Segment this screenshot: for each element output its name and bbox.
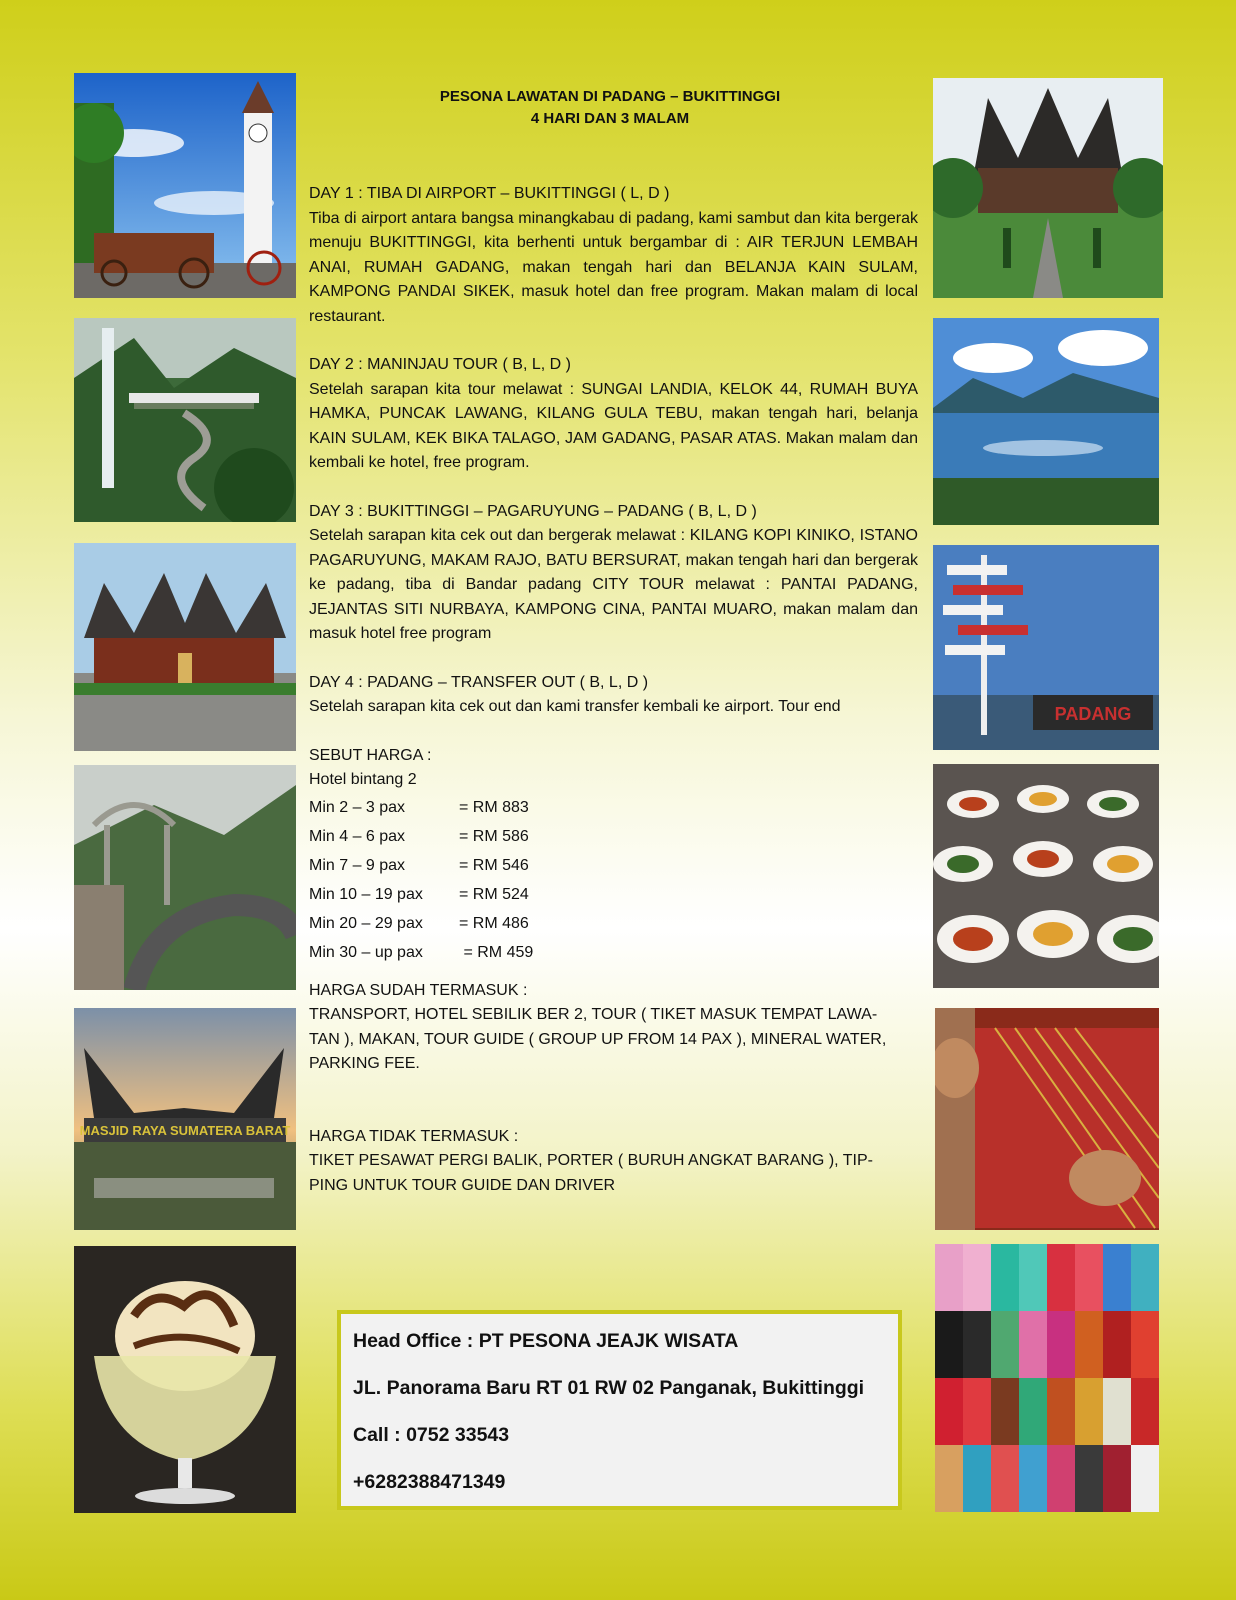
price-row bbox=[309, 938, 918, 967]
price-row bbox=[309, 880, 918, 909]
excluded-heading: HARGA TIDAK TERMASUK : bbox=[309, 1127, 519, 1145]
day-4-heading: DAY 4 : PADANG – TRANSFER OUT ( B, L, D ) bbox=[309, 673, 649, 691]
photo-kelok-44-road bbox=[74, 765, 296, 990]
itinerary-content bbox=[309, 182, 918, 1198]
price-pax: Min 30 – up pax bbox=[309, 943, 423, 961]
price-pax: Min 7 – 9 pax bbox=[309, 856, 406, 874]
photo-padang-food bbox=[933, 764, 1159, 988]
price-row bbox=[309, 909, 918, 938]
price-value: = RM 883 bbox=[459, 798, 529, 816]
photo-istano-pagaruyung bbox=[74, 543, 296, 751]
day-2-heading: DAY 2 : MANINJAU TOUR ( B, L, D ) bbox=[309, 356, 571, 373]
office-mobile[interactable]: +6282388471349 bbox=[353, 1471, 506, 1493]
photo-padang-sign bbox=[933, 545, 1159, 750]
price-value: = RM 459 bbox=[459, 943, 534, 961]
photo-waterfall-bridge bbox=[74, 318, 296, 522]
photo-jam-gadang bbox=[74, 73, 296, 298]
photo-lake-maninjau bbox=[933, 318, 1159, 525]
day-3-heading: DAY 3 : BUKITTINGGI – PAGARUYUNG – PADANG ( B, L, D ) bbox=[309, 502, 757, 520]
padang-sign-text: PADANG bbox=[1054, 704, 1132, 724]
price-row bbox=[309, 793, 918, 822]
photo-rumah-gadang bbox=[933, 78, 1163, 298]
office-address: JL. Panorama Baru RT 01 RW 02 Panganak, Bukittinggi bbox=[353, 1377, 865, 1399]
title-line-2: 4 HARI DAN 3 MALAM bbox=[530, 110, 690, 127]
pricing-heading: SEBUT HARGA : bbox=[309, 746, 432, 764]
title-line-1: PESONA LAWATAN DI PADANG – BUKITTINGGI bbox=[439, 88, 781, 105]
office-phone[interactable]: Call : 0752 33543 bbox=[353, 1424, 510, 1446]
photo-masjid-raya bbox=[74, 1008, 296, 1230]
office-name: Head Office : PT PESONA JEAJK WISATA bbox=[353, 1330, 739, 1352]
included-text: TRANSPORT, HOTEL SEBILIK BER 2, TOUR ( TIKET MASUK TEMPAT LAWATAN ), MAKAN, TOUR GUIDE ( GROUP UP FROM 14 PAX ), MINERAL WATER, PARKING FEE. bbox=[309, 1006, 887, 1072]
price-value: = RM 546 bbox=[459, 856, 529, 874]
price-value: = RM 586 bbox=[459, 827, 529, 845]
price-value: = RM 524 bbox=[459, 885, 529, 903]
day-4-text: Setelah sarapan kita cek out dan kami transfer kembali ke airport. Tour end bbox=[309, 698, 841, 715]
day-1-text: Tiba di airport antara bangsa minangkabau di padang, kami sambut dan kita bergerak menuju BUKITTINGGI, kita berhenti untuk bergambar di : AIR TERJUN LEMBAH ANAI, RUMAH GADANG, makan tengah hari dan BELANJA KAIN SULAM, KAMPONG PANDAI SIKEK, masuk hotel dan free program. Makan malam di local restaurant. bbox=[309, 209, 918, 325]
day-1-heading: DAY 1 : TIBA DI AIRPORT – BUKITTINGGI ( L, D ) bbox=[309, 185, 670, 202]
photo-ice-cream bbox=[74, 1246, 296, 1513]
pricing-hotel: Hotel bintang 2 bbox=[309, 771, 417, 788]
day-2-text: Setelah sarapan kita tour melawat : SUNGAI LANDIA, KELOK 44, RUMAH BUYA HAMKA, PUNCAK LAWANG, KILANG GULA TEBU, makan tengah hari, belanja KAIN SULAM, KEK BIKA TALAGO, JAM GADANG, PASAR ATAS. Makan malam dan kembali ke hotel, free program. bbox=[309, 380, 918, 471]
price-value: = RM 486 bbox=[459, 914, 529, 932]
price-row bbox=[309, 822, 918, 851]
masjid-sign-text: MASJID RAYA SUMATERA BARAT bbox=[79, 1123, 291, 1138]
included-heading: HARGA SUDAH TERMASUK : bbox=[309, 981, 528, 999]
price-table bbox=[309, 793, 918, 967]
photo-weaving bbox=[935, 1008, 1159, 1230]
price-pax: Min 10 – 19 pax bbox=[309, 885, 423, 903]
price-pax: Min 2 – 3 pax bbox=[309, 798, 406, 816]
price-pax: Min 4 – 6 pax bbox=[309, 827, 406, 845]
photo-embroidered-clothes bbox=[935, 1244, 1159, 1512]
price-row bbox=[309, 851, 918, 880]
day-3-text: Setelah sarapan kita cek out dan bergerak melawat : KILANG KOPI KINIKO, ISTANO PAGARUYUNG, MAKAM RAJO, BATU BERSURAT, makan tengah hari dan bergerak ke padang, tiba di Bandar padang CITY TOUR melawat : PANTAI PADANG, JEJANTAS SITI NURBAYA, KAMPONG CINA, PANTAI MUARO, makan malam dan masuk hotel free program bbox=[309, 527, 918, 642]
head-office-box bbox=[337, 1310, 902, 1510]
excluded-text: TIKET PESAWAT PERGI BALIK, PORTER ( BURUH ANGKAT BARANG ), TIPPING UNTUK TOUR GUIDE DAN DRIVER bbox=[309, 1152, 873, 1194]
price-pax: Min 20 – 29 pax bbox=[309, 914, 423, 932]
page-title bbox=[300, 86, 920, 130]
